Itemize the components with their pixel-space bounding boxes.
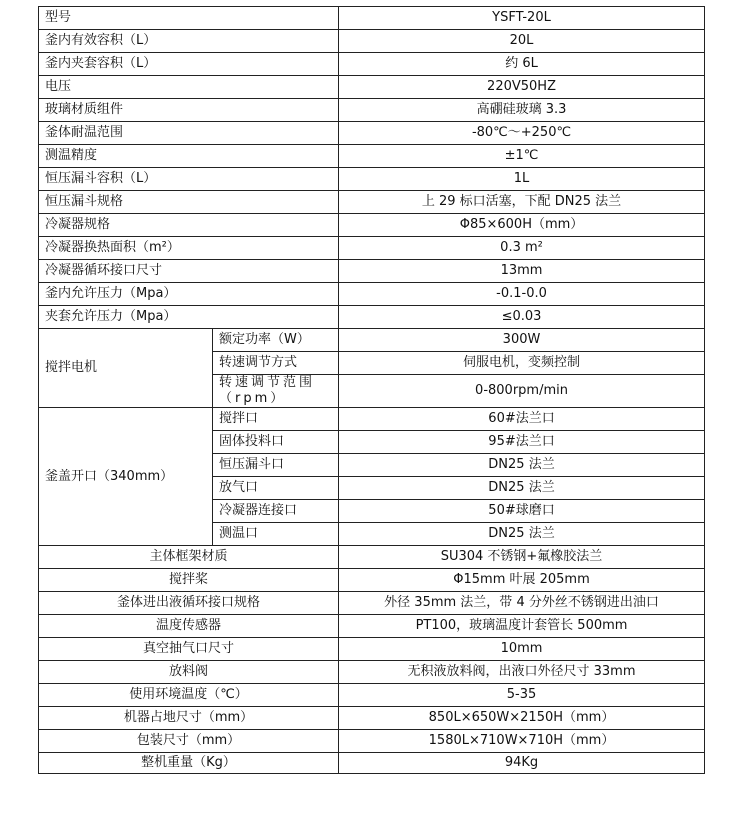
table-row — [39, 76, 705, 99]
table-row — [39, 168, 705, 191]
row-value: 上 29 标口活塞，下配 DN25 法兰 — [339, 191, 705, 214]
row-value: 850L×650W×2150H（mm） — [339, 707, 705, 730]
row-label: 冷凝器规格 — [39, 214, 339, 237]
table-row — [39, 592, 705, 615]
table-row — [39, 329, 705, 352]
row-label: 釜内允许压力（Mpa） — [39, 283, 339, 306]
row-value: -80℃～+250℃ — [339, 122, 705, 145]
table-row — [39, 684, 705, 707]
row-value: Φ15mm 叶展 205mm — [339, 569, 705, 592]
table-row — [39, 753, 705, 774]
row-label: 釜内夹套容积（L） — [39, 53, 339, 76]
table-row — [39, 145, 705, 168]
row-value: 10mm — [339, 638, 705, 661]
row-label: 包装尺寸（mm） — [39, 730, 339, 753]
row-label: 釜体进出液循环接口规格 — [39, 592, 339, 615]
row-value: 1L — [339, 168, 705, 191]
row-value: 300W — [339, 329, 705, 352]
row-label: 主体框架材质 — [39, 546, 339, 569]
row-label: 整机重量（Kg） — [39, 753, 339, 774]
row-value: PT100，玻璃温度计套管长 500mm — [339, 615, 705, 638]
row-value: 94Kg — [339, 753, 705, 774]
row-value: ≤0.03 — [339, 306, 705, 329]
row-label: 釜体耐温范围 — [39, 122, 339, 145]
row-label: 釜内有效容积（L） — [39, 30, 339, 53]
row-value: 60#法兰口 — [339, 408, 705, 431]
row-value: 0.3 m² — [339, 237, 705, 260]
sub-label: 测温口 — [213, 523, 339, 546]
group-label-ports: 釜盖开口（340mm） — [39, 408, 213, 546]
row-label: 放料阀 — [39, 661, 339, 684]
sub-label: 额定功率（W） — [213, 329, 339, 352]
sub-label: 放气口 — [213, 477, 339, 500]
sub-label: 搅拌口 — [213, 408, 339, 431]
table-row — [39, 237, 705, 260]
table-row — [39, 122, 705, 145]
row-value: 伺服电机，变频控制 — [339, 352, 705, 375]
sub-label: 转速调节范围（rpm） — [213, 375, 339, 408]
row-label: 型号 — [39, 7, 339, 30]
row-value: DN25 法兰 — [339, 523, 705, 546]
table-row — [39, 638, 705, 661]
row-label: 真空抽气口尺寸 — [39, 638, 339, 661]
row-label: 夹套允许压力（Mpa） — [39, 306, 339, 329]
sub-label: 转速调节方式 — [213, 352, 339, 375]
row-label: 搅拌桨 — [39, 569, 339, 592]
table-row — [39, 191, 705, 214]
row-value: YSFT-20L — [339, 7, 705, 30]
table-row — [39, 7, 705, 30]
row-label: 冷凝器循环接口尺寸 — [39, 260, 339, 283]
row-label: 玻璃材质组件 — [39, 99, 339, 122]
group-label-motor: 搅拌电机 — [39, 329, 213, 408]
table-row — [39, 707, 705, 730]
row-label: 测温精度 — [39, 145, 339, 168]
row-value: 13mm — [339, 260, 705, 283]
row-value: -0.1-0.0 — [339, 283, 705, 306]
row-value: DN25 法兰 — [339, 454, 705, 477]
table-row — [39, 30, 705, 53]
row-label: 温度传感器 — [39, 615, 339, 638]
row-value: 5-35 — [339, 684, 705, 707]
row-value: SU304 不锈钢+氟橡胶法兰 — [339, 546, 705, 569]
row-label: 机器占地尺寸（mm） — [39, 707, 339, 730]
row-value: 50#球磨口 — [339, 500, 705, 523]
row-value: 约 6L — [339, 53, 705, 76]
table-row — [39, 53, 705, 76]
sub-label: 恒压漏斗口 — [213, 454, 339, 477]
row-value: 无积液放料阀，出液口外径尺寸 33mm — [339, 661, 705, 684]
row-value: 外径 35mm 法兰，带 4 分外丝不锈钢进出油口 — [339, 592, 705, 615]
row-label: 冷凝器换热面积（m²） — [39, 237, 339, 260]
table-row — [39, 546, 705, 569]
row-label: 恒压漏斗规格 — [39, 191, 339, 214]
row-value: Φ85×600H（mm） — [339, 214, 705, 237]
row-value: 1580L×710W×710H（mm） — [339, 730, 705, 753]
table-row — [39, 260, 705, 283]
sub-label: 固体投料口 — [213, 431, 339, 454]
table-row — [39, 615, 705, 638]
table-row — [39, 569, 705, 592]
row-label: 电压 — [39, 76, 339, 99]
table-row — [39, 99, 705, 122]
spec-table — [38, 6, 705, 774]
row-value: ±1℃ — [339, 145, 705, 168]
row-label: 使用环境温度（℃） — [39, 684, 339, 707]
table-row — [39, 306, 705, 329]
row-label: 恒压漏斗容积（L） — [39, 168, 339, 191]
row-value: 220V50HZ — [339, 76, 705, 99]
row-value: DN25 法兰 — [339, 477, 705, 500]
row-value: 高硼硅玻璃 3.3 — [339, 99, 705, 122]
table-row — [39, 661, 705, 684]
table-row — [39, 408, 705, 431]
table-row — [39, 214, 705, 237]
table-row — [39, 730, 705, 753]
table-row — [39, 283, 705, 306]
row-value: 0-800rpm/min — [339, 375, 705, 408]
row-value: 20L — [339, 30, 705, 53]
sub-label: 冷凝器连接口 — [213, 500, 339, 523]
row-value: 95#法兰口 — [339, 431, 705, 454]
